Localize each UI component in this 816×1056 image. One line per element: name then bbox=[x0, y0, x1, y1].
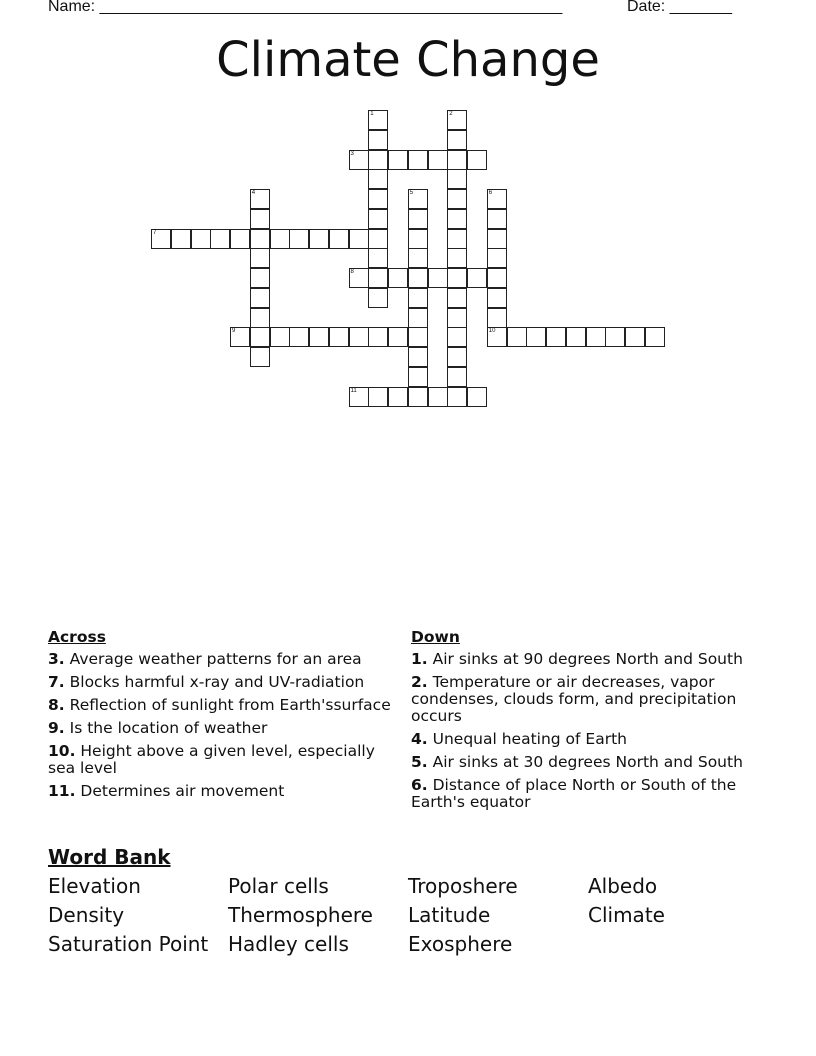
crossword-cell[interactable] bbox=[408, 268, 428, 288]
crossword-cell[interactable] bbox=[408, 308, 428, 328]
word-bank-item: Polar cells bbox=[228, 874, 329, 898]
clue-number: 1 bbox=[370, 111, 374, 117]
clue-number: 5 bbox=[409, 190, 414, 196]
crossword-cell[interactable] bbox=[487, 209, 507, 229]
name-field[interactable]: Name: ____________________________________________________ bbox=[48, 0, 563, 15]
crossword-cell[interactable] bbox=[250, 347, 270, 367]
crossword-cell[interactable] bbox=[368, 268, 388, 288]
crossword-cell[interactable] bbox=[368, 110, 388, 130]
word-bank-item: Thermosphere bbox=[228, 903, 373, 927]
down-clue: 6. Distance of place North or South of the Earth's equator bbox=[411, 776, 737, 811]
crossword-cell[interactable] bbox=[408, 209, 428, 229]
crossword-cell[interactable] bbox=[368, 189, 388, 209]
crossword-cell[interactable] bbox=[447, 169, 467, 189]
crossword-cell[interactable] bbox=[408, 327, 428, 347]
crossword-cell[interactable] bbox=[289, 327, 309, 347]
crossword-cell[interactable] bbox=[368, 169, 388, 189]
across-clue: 3. Average weather patterns for an area bbox=[48, 650, 362, 668]
across-clues bbox=[48, 628, 393, 806]
crossword-cell[interactable] bbox=[368, 248, 388, 268]
crossword-cell[interactable] bbox=[329, 229, 349, 249]
word-bank-item: Latitude bbox=[408, 903, 491, 927]
crossword-cell[interactable] bbox=[447, 347, 467, 367]
crossword-cell[interactable] bbox=[171, 229, 191, 249]
crossword-cell[interactable] bbox=[250, 268, 270, 288]
crossword-cell[interactable] bbox=[586, 327, 606, 347]
word-bank-item: Elevation bbox=[48, 874, 141, 898]
crossword-cell[interactable] bbox=[447, 268, 467, 288]
page-title: Climate Change bbox=[216, 32, 600, 88]
crossword-cell[interactable] bbox=[467, 150, 487, 170]
crossword-cell[interactable] bbox=[408, 347, 428, 367]
crossword-cell[interactable] bbox=[368, 288, 388, 308]
across-clue: 9. Is the location of weather bbox=[48, 719, 268, 737]
crossword-cell[interactable] bbox=[349, 327, 369, 347]
crossword-cell[interactable] bbox=[487, 248, 507, 268]
across-heading: Across bbox=[48, 628, 106, 646]
word-bank-item: Exosphere bbox=[408, 932, 513, 956]
clue-number: 2 bbox=[449, 111, 453, 117]
down-clue: 1. Air sinks at 90 degrees North and South bbox=[411, 650, 743, 668]
crossword-cell[interactable] bbox=[447, 209, 467, 229]
crossword-cell[interactable] bbox=[349, 387, 369, 407]
crossword-cell[interactable] bbox=[349, 268, 369, 288]
crossword-cell[interactable] bbox=[447, 248, 467, 268]
down-clues bbox=[411, 628, 756, 817]
crossword-cell[interactable] bbox=[428, 387, 448, 407]
crossword-cell[interactable] bbox=[388, 327, 408, 347]
word-bank-item: Saturation Point bbox=[48, 932, 209, 956]
across-clue: 10. Height above a given level, especially sea level bbox=[48, 742, 375, 777]
crossword-cell[interactable] bbox=[270, 229, 290, 249]
crossword-cell[interactable] bbox=[467, 387, 487, 407]
clue-number: 10 bbox=[488, 328, 496, 335]
crossword-cell[interactable] bbox=[447, 387, 467, 407]
crossword-cell[interactable] bbox=[408, 229, 428, 249]
crossword-cell[interactable] bbox=[368, 229, 388, 249]
across-clue: 7. Blocks harmful x-ray and UV-radiation bbox=[48, 673, 365, 691]
crossword-cell[interactable] bbox=[487, 288, 507, 308]
down-clue: 2. Temperature or air decreases, vapor condenses, clouds form, and precipitation occurs bbox=[411, 673, 737, 725]
crossword-cell[interactable] bbox=[487, 327, 507, 347]
word-bank-item: Hadley cells bbox=[228, 932, 349, 956]
word-bank bbox=[48, 845, 768, 957]
crossword-cell[interactable] bbox=[388, 150, 408, 170]
crossword-cell[interactable] bbox=[566, 327, 586, 347]
crossword-cell[interactable] bbox=[349, 229, 369, 249]
crossword-cell[interactable] bbox=[368, 209, 388, 229]
crossword-cell[interactable] bbox=[250, 308, 270, 328]
crossword-cell[interactable] bbox=[447, 130, 467, 150]
crossword-cell[interactable] bbox=[408, 248, 428, 268]
down-heading: Down bbox=[411, 628, 460, 646]
crossword-cell[interactable] bbox=[526, 327, 546, 347]
crossword-cell[interactable] bbox=[250, 288, 270, 308]
crossword-cell[interactable] bbox=[368, 387, 388, 407]
crossword-cell[interactable] bbox=[447, 229, 467, 249]
crossword-cell[interactable] bbox=[191, 229, 211, 249]
date-field[interactable]: Date: _______ bbox=[627, 0, 732, 15]
crossword-cell[interactable] bbox=[230, 327, 250, 347]
crossword-cell[interactable] bbox=[270, 327, 290, 347]
crossword-cell[interactable] bbox=[487, 308, 507, 328]
clue-number: 6 bbox=[488, 190, 493, 196]
crossword-cell[interactable] bbox=[447, 288, 467, 308]
crossword-cell[interactable] bbox=[507, 327, 527, 347]
crossword-cell[interactable] bbox=[625, 327, 645, 347]
crossword-cell[interactable] bbox=[151, 229, 171, 249]
crossword-cell[interactable] bbox=[408, 288, 428, 308]
crossword-cell[interactable] bbox=[408, 150, 428, 170]
word-bank-title: Word Bank bbox=[48, 845, 171, 869]
crossword-cell[interactable] bbox=[467, 268, 487, 288]
crossword-cell[interactable] bbox=[368, 327, 388, 347]
crossword-cell[interactable] bbox=[210, 229, 230, 249]
crossword-cell[interactable] bbox=[388, 387, 408, 407]
crossword-cell[interactable] bbox=[428, 150, 448, 170]
crossword-cell[interactable] bbox=[447, 189, 467, 209]
crossword-cell[interactable] bbox=[368, 150, 388, 170]
down-clue: 4. Unequal heating of Earth bbox=[411, 730, 627, 748]
crossword-cell[interactable] bbox=[250, 209, 270, 229]
across-clue: 11. Determines air movement bbox=[48, 782, 285, 800]
clue-number: 9 bbox=[232, 328, 236, 335]
crossword-cell[interactable] bbox=[546, 327, 566, 347]
crossword-cell[interactable] bbox=[408, 189, 428, 209]
clue-number: 8 bbox=[350, 269, 354, 275]
crossword-cell[interactable] bbox=[250, 248, 270, 268]
crossword-cell[interactable] bbox=[289, 229, 309, 249]
crossword-cell[interactable] bbox=[447, 367, 467, 387]
crossword-cell[interactable] bbox=[309, 229, 329, 249]
crossword-cell[interactable] bbox=[605, 327, 625, 347]
crossword-cell[interactable] bbox=[487, 229, 507, 249]
crossword-cell[interactable] bbox=[447, 150, 467, 170]
crossword-cell[interactable] bbox=[408, 387, 428, 407]
word-bank-item: Density bbox=[48, 903, 125, 927]
crossword-cell[interactable] bbox=[250, 189, 270, 209]
crossword-cell[interactable] bbox=[447, 308, 467, 328]
crossword-cell[interactable] bbox=[349, 150, 369, 170]
word-bank-item: Albedo bbox=[588, 874, 658, 898]
word-bank-item: Troposhere bbox=[408, 874, 518, 898]
across-clue: 8. Reflection of sunlight from Earth'ssurface bbox=[48, 696, 391, 714]
crossword-cell[interactable] bbox=[250, 229, 270, 249]
crossword-cell[interactable] bbox=[309, 327, 329, 347]
crossword-cell[interactable] bbox=[388, 268, 408, 288]
crossword-cell[interactable] bbox=[250, 327, 270, 347]
crossword-cell[interactable] bbox=[428, 268, 448, 288]
crossword-cell[interactable] bbox=[408, 367, 428, 387]
crossword-cell[interactable] bbox=[368, 130, 388, 150]
crossword-cell[interactable] bbox=[645, 327, 665, 347]
crossword-cell[interactable] bbox=[447, 327, 467, 347]
clue-number: 4 bbox=[251, 190, 256, 196]
clue-number: 7 bbox=[153, 229, 157, 236]
crossword-grid bbox=[0, 0, 816, 420]
crossword-cell[interactable] bbox=[329, 327, 349, 347]
crossword-cell[interactable] bbox=[487, 189, 507, 209]
word-bank-item: Climate bbox=[588, 903, 665, 927]
crossword-cell[interactable] bbox=[447, 110, 467, 130]
clue-number: 3 bbox=[350, 150, 354, 157]
crossword-cell[interactable] bbox=[230, 229, 250, 249]
down-clue: 5. Air sinks at 30 degrees North and South bbox=[411, 753, 743, 771]
crossword-cell[interactable] bbox=[487, 268, 507, 288]
clue-number: 11 bbox=[350, 387, 357, 394]
